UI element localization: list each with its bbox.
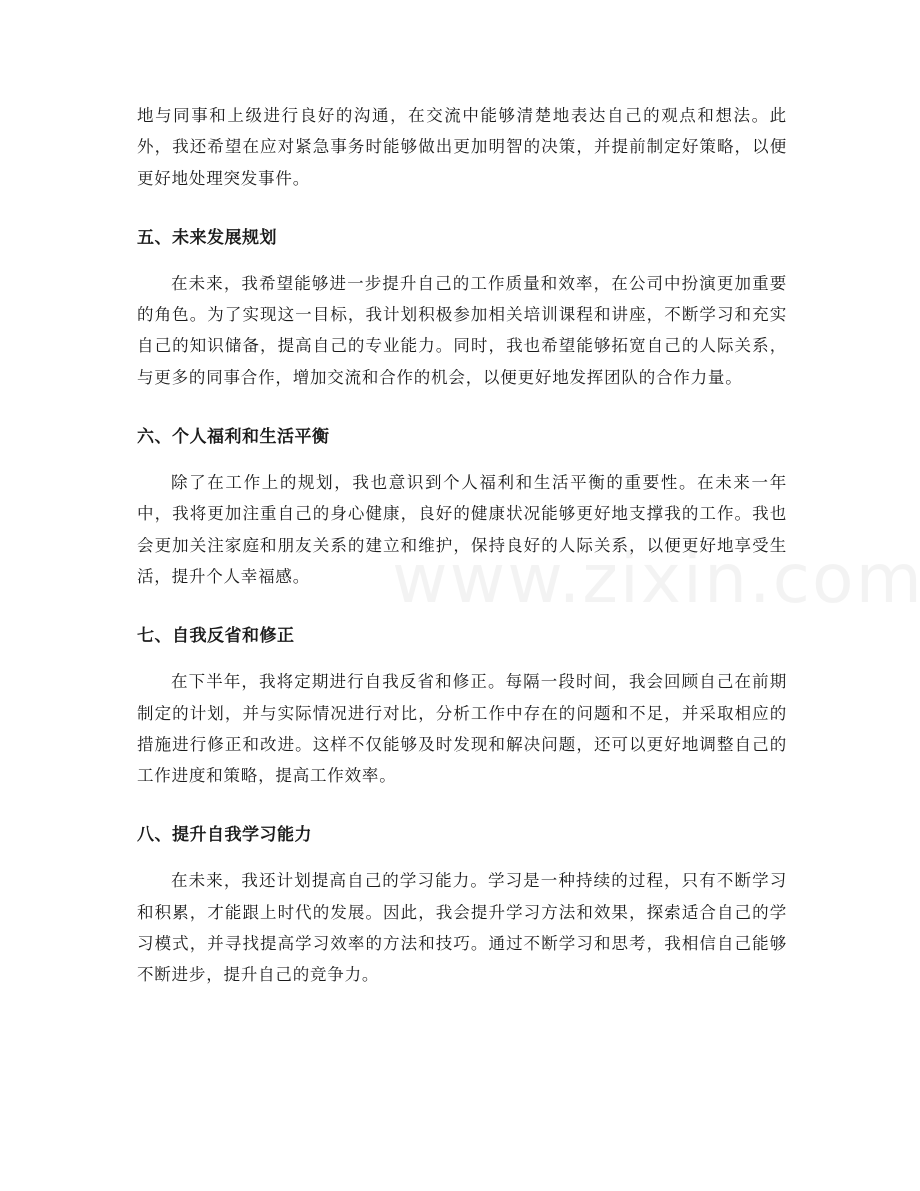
section-6-heading: 六、个人福利和生活平衡 xyxy=(137,427,330,448)
document-page xyxy=(137,100,787,991)
section-7-body: 在下半年，我将定期进行自我反省和修正。每隔一段时间，我会回顾自己在前期制定的计划，并与实际情况进行对比，分析工作中存在的问题和不足，并采取相应的措施进行修正和改进。这样不仅能够及时发现和解决问题，还可以更好地调整自己的工作进度和策略，提高工作效率。 xyxy=(137,672,787,786)
intro-paragraph: 地与同事和上级进行良好的沟通，在交流中能够清楚地表达自己的观点和想法。此外，我还希望在应对紧急事务时能够做出更加明智的决策，并提前制定好策略，以便更好地处理突发事件。 xyxy=(137,106,787,188)
section-5-body: 在未来，我希望能够进一步提升自己的工作质量和效率，在公司中扮演更加重要的角色。为了实现这一目标，我计划积极参加相关培训课程和讲座，不断学习和充实自己的知识储备，提高自己的专业能力。同时，我也希望能够拓宽自己的人际关系，与更多的同事合作，增加交流和合作的机会，以便更好地发挥团队的合作力量。 xyxy=(137,273,787,387)
section-8-heading: 八、提升自我学习能力 xyxy=(137,825,312,846)
section-7-heading: 七、自我反省和修正 xyxy=(137,626,295,647)
section-6-body: 除了在工作上的规划，我也意识到个人福利和生活平衡的重要性。在未来一年中，我将更加注重自己的身心健康，良好的健康状况能够更好地支撑我的工作。我也会更加关注家庭和朋友关系的建立和维护，保持良好的人际关系，以便更好地享受生活，提升个人幸福感。 xyxy=(137,473,787,586)
section-5-heading: 五、未来发展规划 xyxy=(137,227,277,248)
section-8-body: 在未来，我还计划提高自己的学习能力。学习是一种持续的过程，只有不断学习和积累，才能跟上时代的发展。因此，我会提升学习方法和效果，探索适合自己的学习模式，并寻找提高学习效率的方法和技巧。通过不断学习和思考，我相信自己能够不断进步，提升自己的竞争力。 xyxy=(137,871,787,985)
